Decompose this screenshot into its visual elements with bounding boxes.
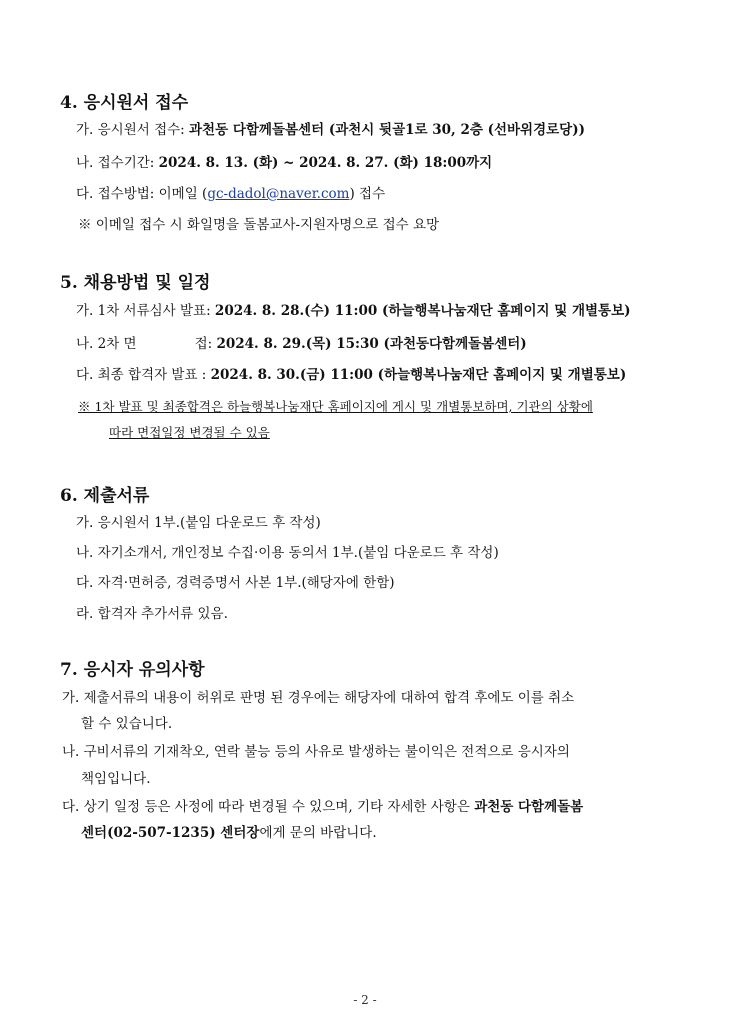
item-value: 과천동 다함께돌봄센터 (과천시 뒷골1로 30, 2층 (선바위경로당)) (189, 122, 585, 138)
item-label: 나. 2차 면 (76, 336, 137, 352)
item-suffix: ) 접수 (349, 186, 386, 202)
section-7-item-b: 나. 구비서류의 기재착오, 연락 불능 등의 사유로 발생하는 불이익은 전적으로 응시자의 (62, 744, 570, 760)
section-7-item-c (62, 798, 583, 816)
section-4-item-a (76, 121, 585, 139)
contact-info: 센터(02-507-1235) 센터장 (81, 825, 260, 841)
section-6-item-d: 라. 합격자 추가서류 있음. (76, 606, 228, 622)
section-7-item-b-cont: 책임입니다. (81, 771, 151, 787)
item-suffix: 에게 문의 바랍니다. (259, 825, 377, 841)
section-5-item-a (76, 302, 631, 320)
item-value: 2024. 8. 29.(목) 15:30 (과천동다함께돌봄센터) (216, 336, 527, 352)
section-6-item-a: 가. 응시원서 1부.(붙임 다운로드 후 작성) (76, 515, 321, 531)
item-label: 가. 1차 서류심사 발표: (76, 303, 215, 319)
section-4-item-c (76, 185, 385, 203)
section-5-item-b (76, 335, 527, 353)
item-label: 다. 상기 일정 등은 사정에 따라 변경될 수 있으며, 기타 자세한 사항은 (62, 799, 475, 815)
item-label: 나. 접수기간: (76, 155, 159, 171)
page-number: - 2 - (353, 993, 377, 1007)
item-value: 2024. 8. 30.(금) 11:00 (하늘행복나눔재단 홈페이지 및 개별통보) (210, 367, 627, 383)
section-6-item-c: 다. 자격·면허증, 경력증명서 사본 1부.(해당자에 한함) (76, 575, 395, 591)
section-7-item-c-cont (81, 824, 377, 842)
item-label: 가. 응시원서 접수: (76, 122, 190, 138)
section-7-title: 7. 응시자 유의사항 (60, 660, 205, 680)
section-5-title: 5. 채용방법 및 일정 (60, 273, 211, 293)
section-4-item-b (76, 154, 492, 172)
section-4-note: ※ 이메일 접수 시 화일명을 돌봄교사-지원자명으로 접수 요망 (78, 217, 440, 233)
section-5-item-c (76, 366, 626, 384)
section-4-title: 4. 응시원서 접수 (60, 93, 189, 113)
section-5-note: ※ 1차 발표 및 최종합격은 하늘행복나눔재단 홈페이지에 게시 및 개별통보하며, 기관의 상황에 (78, 399, 593, 414)
email-link[interactable]: gc-dadol@naver.com (207, 186, 350, 202)
section-6-item-b: 나. 자기소개서, 개인정보 수집·이용 동의서 1부.(붙임 다운로드 후 작성) (76, 545, 499, 561)
item-label: 다. 최종 합격자 발표 : (76, 367, 211, 383)
item-value: 과천동 다함께돌봄 (474, 799, 584, 815)
item-label-end: 접: (194, 336, 217, 352)
section-7-item-a-cont: 할 수 있습니다. (81, 716, 173, 732)
item-value: 2024. 8. 13. (화) ~ 2024. 8. 27. (화) 18:00까지 (158, 155, 493, 171)
item-value: 2024. 8. 28.(수) 11:00 (하늘행복나눔재단 홈페이지 및 개별통보) (214, 303, 631, 319)
section-6-title: 6. 제출서류 (60, 486, 150, 506)
item-label: 다. 접수방법: 이메일 ( (76, 186, 208, 202)
section-5-note-cont: 따라 면접일정 변경될 수 있음 (109, 425, 270, 440)
section-7-item-a: 가. 제출서류의 내용이 허위로 판명 된 경우에는 해당자에 대하여 합격 후에도 이를 취소 (62, 690, 575, 706)
